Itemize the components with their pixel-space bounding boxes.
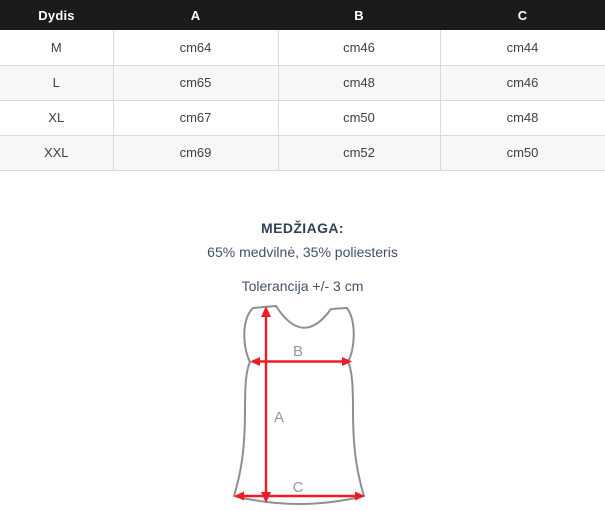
tank-top-outline [234,306,364,504]
value-cell: cm65 [113,65,278,100]
header-c: C [440,0,605,30]
table-row [0,100,605,135]
value-cell: cm69 [113,135,278,170]
value-cell: cm67 [113,100,278,135]
header-b: B [278,0,440,30]
size-cell: L [0,65,113,100]
table-row [0,135,605,170]
value-cell: cm50 [440,135,605,170]
tolerance-note: Tolerancija +/- 3 cm [241,278,364,294]
table-row [0,65,605,100]
header-size: Dydis [0,0,113,30]
size-cell: M [0,30,113,65]
header-a: A [113,0,278,30]
value-cell: cm64 [113,30,278,65]
table-row [0,30,605,65]
dimension-label-b: B [292,343,304,360]
dimension-label-a: A [273,409,285,426]
value-cell: cm52 [278,135,440,170]
value-cell: cm50 [278,100,440,135]
value-cell: cm46 [278,30,440,65]
value-cell: cm48 [440,100,605,135]
value-cell: cm48 [278,65,440,100]
size-cell: XL [0,100,113,135]
dimension-label-c: C [292,479,304,496]
size-table [0,0,605,171]
arrow-a [261,306,271,503]
material-composition: 65% medvilnė, 35% poliesteris [207,244,398,260]
size-cell: XXL [0,135,113,170]
size-table-section [0,0,605,171]
value-cell: cm44 [440,30,605,65]
value-cell: cm46 [440,65,605,100]
material-info-section [0,170,605,294]
measurement-diagram [0,290,605,511]
material-title: MEDŽIAGA: [261,220,344,236]
size-table-header-row [0,0,605,30]
